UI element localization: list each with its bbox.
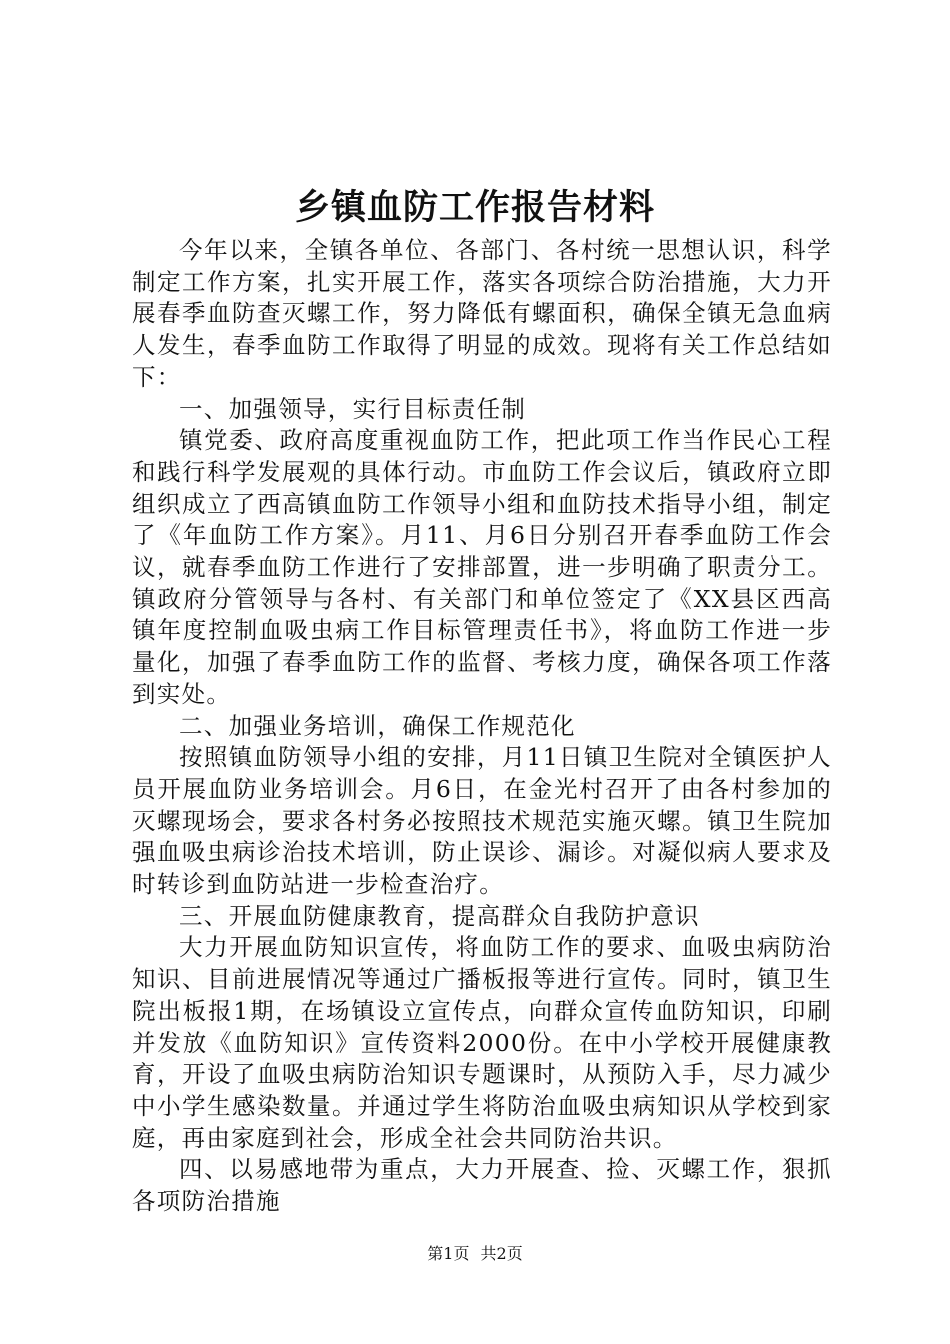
page-footer [0, 1242, 950, 1266]
document-title: 乡镇血防工作报告材料 [294, 187, 655, 228]
page-total: 共2页 [480, 1244, 523, 1263]
section-heading-2: 二、加强业务培训，确保工作规范化 [179, 711, 576, 740]
section-paragraph-1: 镇党委、政府高度重视血防工作，把此项工作当作民心工程和践行科学发展观的具体行动。市血防工作会议后，镇政府立即组织成立了西高镇血防工作领导小组和血防技术指导小组，制定了《年血防工作方案》。月11、月6日分别召开春季血防工作会议，就春季血防工作进行了安排部置，进一步明确了职责分工。镇政府分管领导与各村、有关部门和单位签定了《XX县区西高镇年度控制血吸虫病工作目标管理责任书》，将血防工作进一步量化，加强了春季血防工作的监督、考核力度，确保各项工作落到实处。 [132, 426, 832, 708]
section-heading-1: 一、加强领导，实行目标责任制 [179, 394, 527, 423]
intro-paragraph: 今年以来，全镇各单位、各部门、各村统一思想认识，科学制定工作方案，扎实开展工作，落实各项综合防治措施，大力开展春季血防查灭螺工作，努力降低有螺面积，确保全镇无急血病人发生，春季血防工作取得了明显的成效。现将有关工作总结如下： [132, 236, 832, 391]
section-heading-3: 三、开展血防健康教育，提高群众自我防护意识 [179, 901, 700, 930]
section-paragraph-2: 按照镇血防领导小组的安排，月11日镇卫生院对全镇医护人员开展血防业务培训会。月6日，在金光村召开了由各村参加的灭螺现场会，要求各村务必按照技术规范实施灭螺。镇卫生院加强血吸虫病诊治技术培训，防止误诊、漏诊。对凝似病人要求及时转诊到血防站进一步检查治疗。 [132, 743, 832, 899]
page-number: 第1页 [427, 1244, 470, 1263]
section-paragraph-3: 大力开展血防知识宣传，将血防工作的要求、血吸虫病防治知识、目前进展情况等通过广播板报等进行宣传。同时，镇卫生院出板报1期，在场镇设立宣传点，向群众宣传血防知识，印刷并发放《血防知识》宣传资料2000份。在中小学校开展健康教育，开设了血吸虫病防治知识专题课时，从预防入手，尽力减少中小学生感染数量。并通过学生将防治血吸虫病知识从学校到家庭，再由家庭到社会，形成全社会共同防治共识。 [132, 933, 832, 1152]
document-body [132, 235, 832, 1218]
section-heading-4: 四、以易感地带为重点，大力开展查、捡、灭螺工作，狠抓各项防治措施 [132, 1155, 832, 1216]
